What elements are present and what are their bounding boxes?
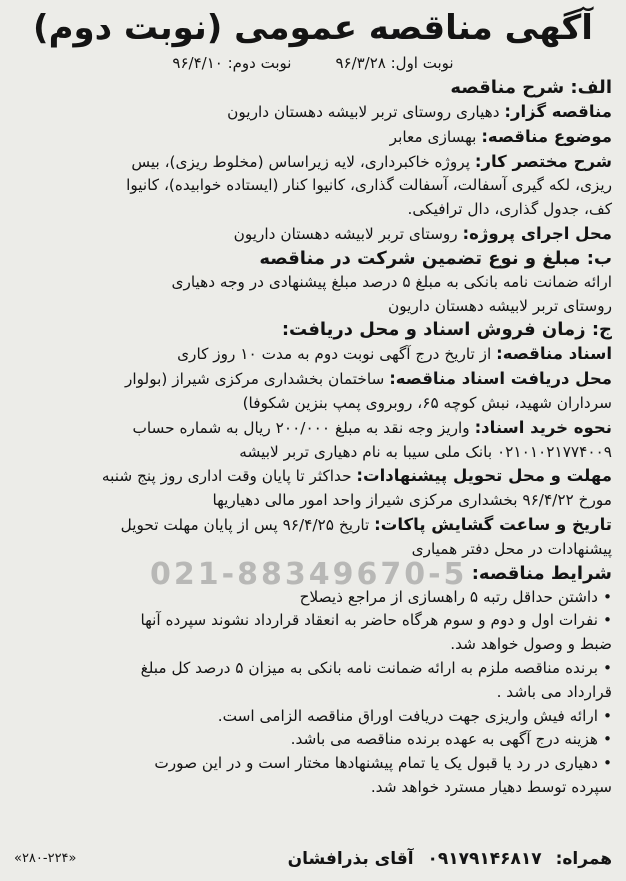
- envelope-opening-line2: پیشنهادات در محل دفتر همیاری: [411, 539, 612, 558]
- section-c-title: ج: زمان فروش اسناد و محل دریافت:: [281, 319, 612, 341]
- tender-org-value: دهیاری روستای تربر لابیشه دهستان داریون: [227, 103, 505, 121]
- project-location-value: روستای تربر لابیشه دهستان داریون: [233, 224, 463, 243]
- docs-purchase-label: نحوه خرید اسناد:: [474, 417, 612, 437]
- tender-subject-value: بهسازی معابر: [389, 127, 482, 146]
- tender-docs-value: از تاریخ درج آگهی نوبت دوم به مدت ۱۰ روز کاری: [177, 345, 497, 364]
- condition-item: • دهیاری در رد یا قبول یک یا تمام پیشنهادها مختار است و در این صورت: [14, 752, 612, 776]
- section-a-title: الف: شرح مناقصه: [450, 77, 612, 98]
- notice-title: آگهی مناقصه عمومی (نوبت دوم): [33, 8, 593, 48]
- tender-subject-label: موضوع مناقصه:: [481, 126, 612, 146]
- section-b-title: ب: مبلغ و نوع تضمین شرکت در مناقصه: [259, 247, 612, 269]
- first-notice-date: نوبت اول: ۹۶/۳/۲۸: [335, 54, 454, 72]
- contact-info: [288, 847, 612, 871]
- tender-org: [14, 100, 612, 125]
- work-summary-line3: کف، جدول گذاری، دال ترافیکی.: [407, 200, 612, 219]
- condition-item: • داشتن حداقل رتبه ۵ راهسازی از مراجع ذیصلاح: [14, 586, 612, 610]
- condition-item: • برنده مناقصه ملزم به ارائه ضمانت نامه بانکی به میزان ۵ درصد کل مبلغ: [14, 657, 612, 681]
- submission-deadline: [14, 464, 612, 489]
- submission-deadline-label: مهلت و محل تحویل پیشنهادات:: [356, 466, 612, 486]
- submission-deadline-line1: حداکثر تا پایان وقت اداری روز پنج شنبه: [101, 467, 357, 486]
- project-location-label: محل اجرای پروژه:: [462, 223, 612, 243]
- guarantee-line2: روستای تربر لابیشه دهستان داریون: [387, 296, 612, 315]
- docs-pickup-label: محل دریافت اسناد مناقصه:: [389, 369, 612, 389]
- envelope-opening-label: تاریخ و ساعت گشایش پاکات:: [374, 514, 612, 534]
- docs-pickup: [14, 367, 612, 392]
- contact-name: آقای بذرافشان: [287, 849, 414, 869]
- contact-label: همراه:: [555, 849, 612, 869]
- condition-item-cont: سپرده توسط دهیار مسترد خواهد شد.: [370, 777, 612, 796]
- docs-purchase-line2: ۰۲۱۰۱۰۲۱۷۷۴۰۰۹ بانک ملی سیبا به نام دهیاری تربر لابیشه: [239, 442, 612, 461]
- condition-item: • ارائه فیش واریزی جهت دریافت اوراق مناقصه الزامی است.: [14, 705, 612, 729]
- notice-footer: [14, 847, 612, 871]
- agency-phone-overlay: 021-88349670-5: [150, 557, 468, 592]
- envelope-opening-line1: تاریخ ۹۶/۴/۲۵ پس از پایان مهلت تحویل: [120, 515, 375, 534]
- tender-docs-label: اسناد مناقصه:: [496, 344, 612, 364]
- docs-purchase: [14, 416, 612, 441]
- conditions-title: شرایط مناقصه:: [471, 562, 612, 584]
- second-notice-date: نوبت دوم: ۹۶/۴/۱۰: [172, 54, 292, 72]
- work-summary-label: شرح مختصر کار:: [474, 151, 612, 171]
- condition-item-cont: ضبط و وصول خواهد شد.: [450, 635, 612, 654]
- condition-item: • نفرات اول و دوم و سوم هرگاه حاضر به انعقاد قرارداد نشوند سپرده آنها: [14, 609, 612, 633]
- submission-deadline-line2: مورخ ۹۶/۴/۲۲ بخشداری مرکزی شیراز واحد امور مالی دهیاریها: [212, 491, 612, 510]
- notice-code: «۲۸۰-۲۲۴»: [14, 851, 77, 866]
- contact-phone: ۰۹۱۷۹۱۴۶۸۱۷: [427, 849, 542, 869]
- project-location: [14, 222, 612, 247]
- tender-subject: [14, 125, 612, 150]
- docs-pickup-line1: ساختمان بخشداری مرکزی شیراز (بولوار: [125, 370, 390, 389]
- condition-item: • هزینه درج آگهی به عهده برنده مناقصه می باشد.: [14, 728, 612, 752]
- envelope-opening: [14, 513, 612, 538]
- guarantee-line1: ارائه ضمانت نامه بانکی به مبلغ ۵ درصد مبلغ پیشنهادی در وجه دهیاری: [171, 272, 612, 291]
- docs-purchase-line1: واریز وجه نقد به مبلغ ۲۰۰/۰۰۰ ریال به شماره حساب: [132, 418, 475, 437]
- condition-item-cont: قرارداد می باشد .: [496, 682, 612, 701]
- work-summary-line2: ریزی، لکه گیری آسفالت، آسفالت گذاری، کانیوا کنار (ایستاده خوابیده)، کانیوا: [126, 176, 612, 195]
- tender-org-label: مناقصه گزار:: [504, 102, 612, 121]
- docs-pickup-line2: سرداران شهید، نبش کوچه ۶۵، روبروی پمپ بنزین شکوفا): [242, 393, 612, 412]
- notice-dates: [14, 52, 612, 74]
- tender-docs: [14, 342, 612, 367]
- work-summary-line1: پروژه خاکبرداری، لایه زیراساس (مخلوط ریزی)، بیس: [131, 152, 475, 171]
- work-summary: [14, 150, 612, 175]
